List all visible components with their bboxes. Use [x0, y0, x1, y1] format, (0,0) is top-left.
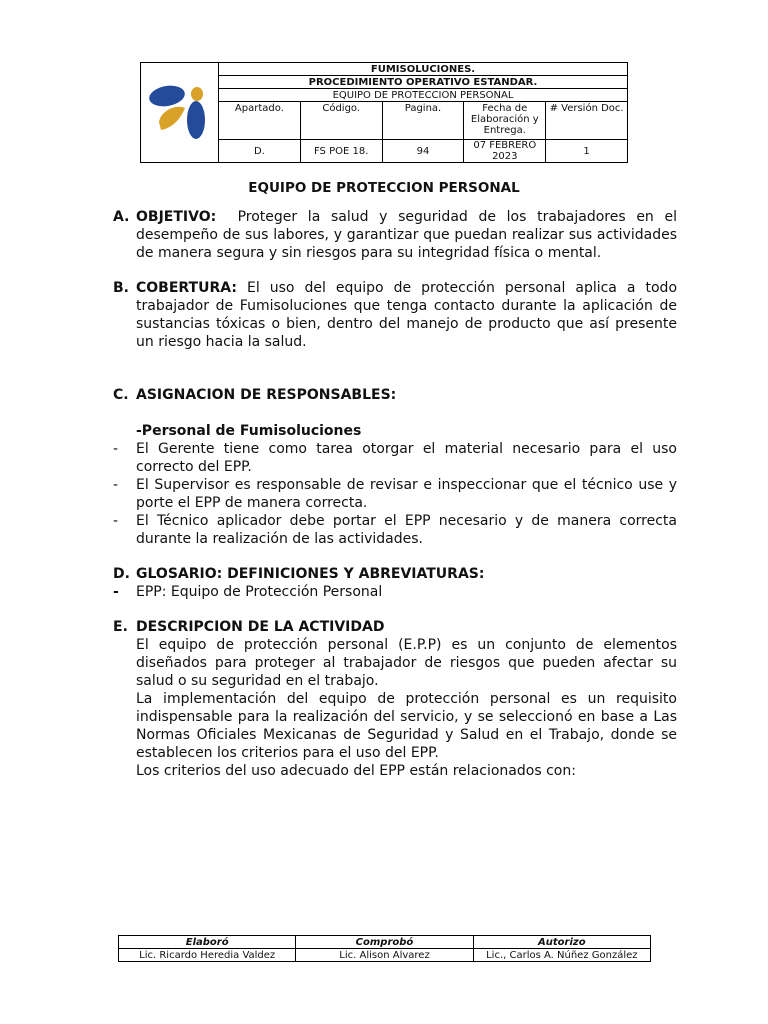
- label-version: # Versión Doc.: [546, 102, 628, 140]
- signature-table: [118, 935, 651, 962]
- section-objective: [113, 208, 677, 262]
- section-letter: B.: [113, 280, 129, 296]
- section-text: El uso del equipo de protección personal aplica a todo trabajador de Fumisoluciones que tenga contacto durante la aplicación de sustancias tóxicas o bien, dentro del manejo de producto que así presente un riesgo hacia la salud.: [136, 280, 678, 350]
- label-date: Fecha de Elaboración y Entrega.: [464, 102, 546, 140]
- company-logo-icon: [145, 76, 215, 146]
- signature-header-comprobo: Comprobó: [296, 936, 473, 949]
- section-responsibilities: [113, 386, 677, 548]
- signature-name-autorizo: Lic., Carlos A. Núñez González: [473, 949, 650, 962]
- value-page: 94: [382, 140, 464, 163]
- section-coverage: [113, 279, 677, 351]
- paragraph: El equipo de protección personal (E.P.P) es un conjunto de elementos diseñados para proteger al trabajador de riesgos que pueden afectar su salud o su seguridad en el trabajo.: [136, 637, 677, 689]
- document-header-table: [140, 62, 628, 163]
- section-subheading: -Personal de Fumisoluciones: [136, 423, 362, 439]
- header-subject: EQUIPO DE PROTECCION PERSONAL: [219, 89, 628, 102]
- list-item: - El Gerente tiene como tarea otorgar el material necesario para el uso correcto del EPP.: [113, 441, 677, 475]
- section-letter: C.: [113, 387, 129, 403]
- list-item: - El Técnico aplicador debe portar el EPP necesario y de manera correcta durante la realización de las actividades.: [113, 513, 677, 547]
- section-glossary: [113, 565, 677, 601]
- signature-name-elaboro: Lic. Ricardo Heredia Valdez: [119, 949, 296, 962]
- paragraph: La implementación del equipo de protección personal es un requisito indispensable para la realización del servicio, y se seleccionó en base a Las Normas Oficiales Mexicanas de Seguridad y Salud en el Trabajo, donde se establecen los criterios para el uso del EPP.: [136, 691, 677, 761]
- section-letter: D.: [113, 566, 130, 582]
- value-section: D.: [219, 140, 301, 163]
- list-item: - EPP: Equipo de Protección Personal: [113, 584, 383, 600]
- section-heading: OBJETIVO:: [136, 209, 217, 225]
- value-code: FS POE 18.: [300, 140, 382, 163]
- company-logo: [141, 63, 219, 163]
- document-title: EQUIPO DE PROTECCION PERSONAL: [248, 180, 520, 196]
- header-procedure: PROCEDIMIENTO OPERATIVO ESTANDAR.: [219, 76, 628, 89]
- signature-header-autorizo: Autorizo: [473, 936, 650, 949]
- value-date: 07 FEBRERO 2023: [464, 140, 546, 163]
- list-item: - El Supervisor es responsable de revisar e inspeccionar que el técnico use y porte el EPP de manera correcta.: [113, 477, 677, 511]
- section-heading: DESCRIPCION DE LA ACTIVIDAD: [136, 619, 385, 635]
- section-letter: E.: [113, 619, 128, 635]
- section-heading: ASIGNACION DE RESPONSABLES:: [136, 387, 397, 403]
- label-page: Pagina.: [382, 102, 464, 140]
- signature-name-comprobo: Lic. Alison Alvarez: [296, 949, 473, 962]
- paragraph: Los criterios del uso adecuado del EPP están relacionados con:: [136, 763, 576, 779]
- section-text: Proteger la salud y seguridad de los trabajadores en el desempeño de sus labores, y garantizar que puedan realizar sus actividades de manera segura y sin riesgos para su integridad física o mental.: [136, 209, 677, 261]
- label-section: Apartado.: [219, 102, 301, 140]
- section-heading: COBERTURA:: [136, 280, 237, 296]
- section-description: [113, 618, 677, 780]
- header-company: FUMISOLUCIONES.: [219, 63, 628, 76]
- signature-header-elaboro: Elaboró: [119, 936, 296, 949]
- value-version: 1: [546, 140, 628, 163]
- section-letter: A.: [113, 209, 130, 225]
- label-code: Código.: [300, 102, 382, 140]
- section-heading: GLOSARIO: DEFINICIONES Y ABREVIATURAS:: [136, 566, 485, 582]
